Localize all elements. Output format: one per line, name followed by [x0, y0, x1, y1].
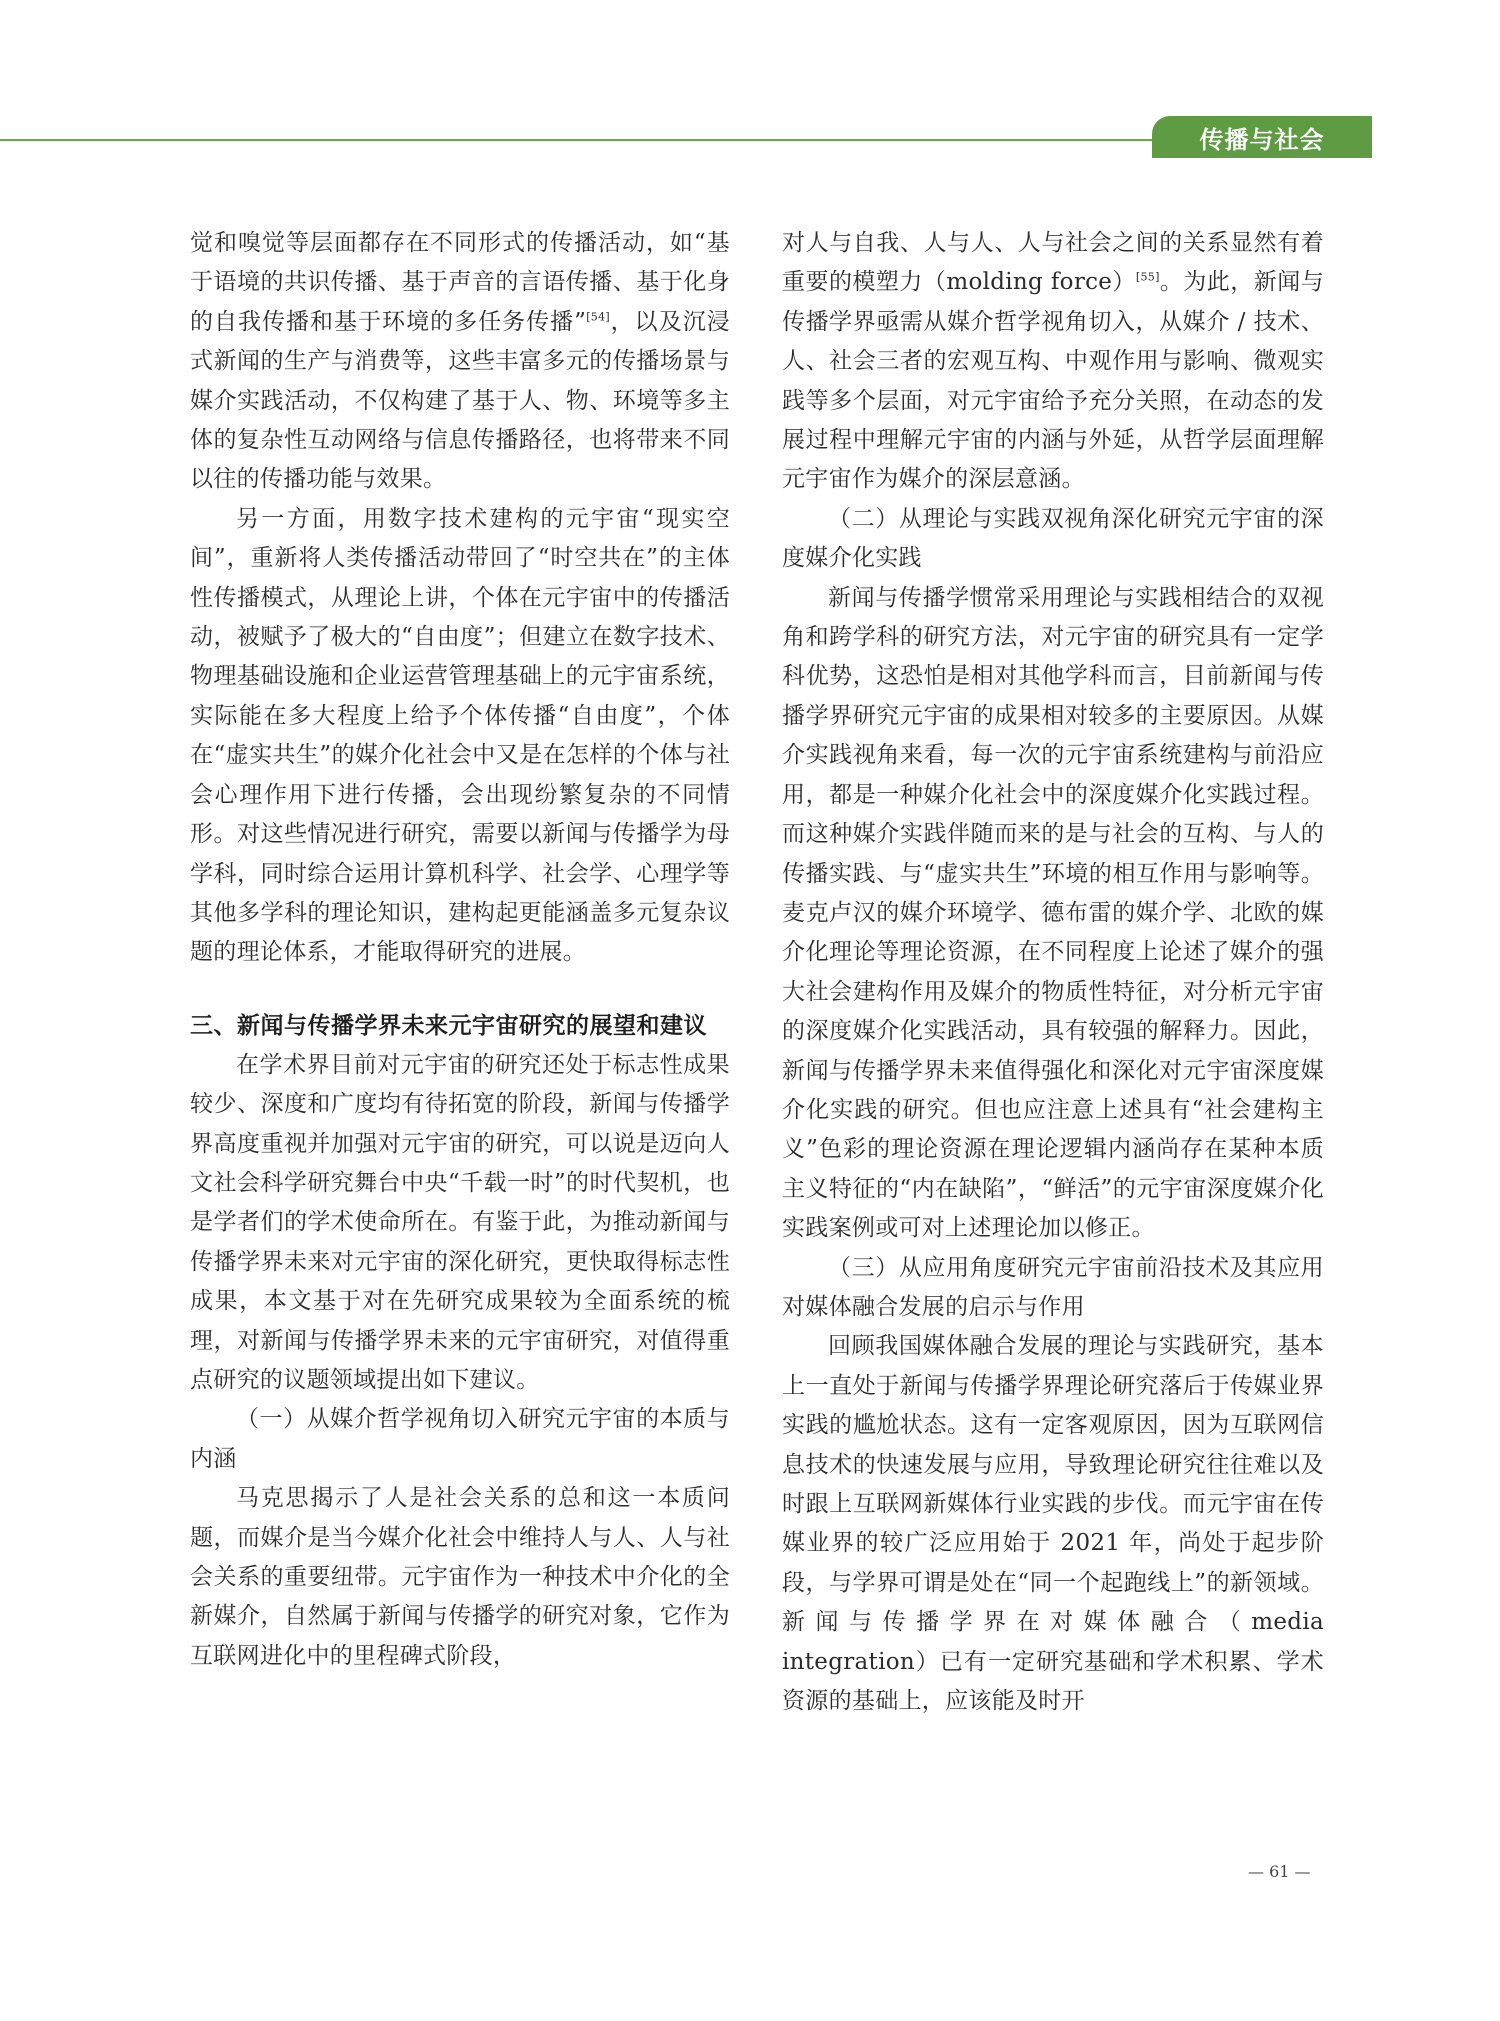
section-heading: 三、新闻与传播学界未来元宇宙研究的展望和建议 [190, 1012, 707, 1039]
paragraph: 另一方面，用数字技术建构的元宇宙“现实空间”，重新将人类传播活动带回了“时空共在”的主体性传播模式，从理论上讲，个体在元宇宙中的传播活动，被赋予了极大的“自由度”；但建立在数字技术、物理基础设施和企业运营管理基础上的元宇宙系统，实际能在多大程度上给予个体传播“自由度”，个体在“虚实共生”的媒介化社会中又是在怎样的个体与社会心理作用下进行传播，会出现纷繁复杂的不同情形。对这些情况进行研究，需要以新闻与传播学为母学科，同时综合运用计算机科学、社会学、心理学等其他多学科的理论知识，建构起更能涵盖多元复杂议题的理论体系，才能取得研究的进展。 [190, 505, 730, 966]
paragraph: 在学术界目前对元宇宙的研究还处于标志性成果较少、深度和广度均有待拓宽的阶段，新闻与传播学界高度重视并加强对元宇宙的研究，可以说是迈向人文社会科学研究舞台中央“千载一时”的时代契机，也是学者们的学术使命所在。有鉴于此，为推动新闻与传播学界未来对元宇宙的深化研究，更快取得标志性成果，本文基于对在先研究成果较为全面系统的梳理，对新闻与传播学界未来的元宇宙研究，对值得重点研究的议题领域提出如下建议。 [190, 1051, 730, 1393]
section-label: 传播与社会 [1152, 116, 1372, 158]
paragraph: 对人与自我、人与人、人与社会之间的关系显然有着重要的模塑力（molding force）[55]。为此，新闻与传播学界亟需从媒介哲学视角切入，从媒介 / 技术、人、社会三者的宏观互构、中观作用与影响、微观实践等多个层面，对元宇宙给予充分关照，在动态的发展过程中理解元宇宙的内涵与外延，从哲学层面理解元宇宙作为媒介的深层意涵。 [782, 230, 1324, 493]
right-column [782, 224, 1324, 1721]
paragraph: 回顾我国媒体融合发展的理论与实践研究，基本上一直处于新闻与传播学界理论研究落后于传媒业界实践的尴尬状态。这有一定客观原因，因为互联网信息技术的快速发展与应用，导致理论研究往往难以及时跟上互联网新媒体行业实践的步伐。而元宇宙在传媒业界的较广泛应用始于 2021 年，尚处于起步阶段，与学界可谓是处在“同一个起跑线上”的新领域。新闻与传播学界在对媒体融合（media integration）已有一定研究基础和学术积累、学术资源的基础上，应该能及时开 [782, 1333, 1324, 1715]
citation-ref[interactable]: [54] [586, 310, 610, 324]
paragraph: 马克思揭示了人是社会关系的总和这一本质问题，而媒介是当今媒介化社会中维持人与人、人与社会关系的重要纽带。元宇宙作为一种技术中介化的全新媒介，自然属于新闻与传播学的研究对象，它作为互联网进化中的里程碑式阶段， [190, 1485, 730, 1669]
header-rule [0, 139, 1168, 141]
citation-ref[interactable]: [55] [1135, 270, 1160, 284]
subsection-heading: （一）从媒介哲学视角切入研究元宇宙的本质与内涵 [190, 1406, 730, 1472]
paragraph: 新闻与传播学惯常采用理论与实践相结合的双视角和跨学科的研究方法，对元宇宙的研究具有一定学科优势，这恐怕是相对其他学科而言，目前新闻与传播学界研究元宇宙的成果相对较多的主要原因。从媒介实践视角来看，每一次的元宇宙系统建构与前沿应用，都是一种媒介化社会中的深度媒介化实践过程。而这种媒介实践伴随而来的是与社会的互构、与人的传播实践、与“虚实共生”环境的相互作用与影响等。麦克卢汉的媒介环境学、德布雷的媒介学、北欧的媒介化理论等理论资源，在不同程度上论述了媒介的强大社会建构作用及媒介的物质性特征，对分析元宇宙的深度媒介化实践活动，具有较强的解释力。因此，新闻与传播学界未来值得强化和深化对元宇宙深度媒介化实践的研究。但也应注意上述具有“社会建构主义”色彩的理论资源在理论逻辑内涵尚存在某种本质主义特征的“内在缺陷”，“鲜活”的元宇宙深度媒介化实践案例或可对上述理论加以修正。 [782, 584, 1324, 1242]
paragraph: 觉和嗅觉等层面都存在不同形式的传播活动，如“基于语境的共识传播、基于声音的言语传播、基于化身的自我传播和基于环境的多任务传播”[54]，以及沉浸式新闻的生产与消费等，这些丰富多元的传播场景与媒介实践活动，不仅构建了基于人、物、环境等多主体的复杂性互动网络与信息传播路径，也将带来不同以往的传播功能与效果。 [190, 230, 731, 493]
page-number: — 61 — [1248, 1862, 1311, 1881]
left-column [190, 224, 730, 1676]
subsection-heading: （三）从应用角度研究元宇宙前沿技术及其应用对媒体融合发展的启示与作用 [782, 1254, 1324, 1320]
subsection-heading: （二）从理论与实践双视角深化研究元宇宙的深度媒介化实践 [782, 505, 1324, 572]
